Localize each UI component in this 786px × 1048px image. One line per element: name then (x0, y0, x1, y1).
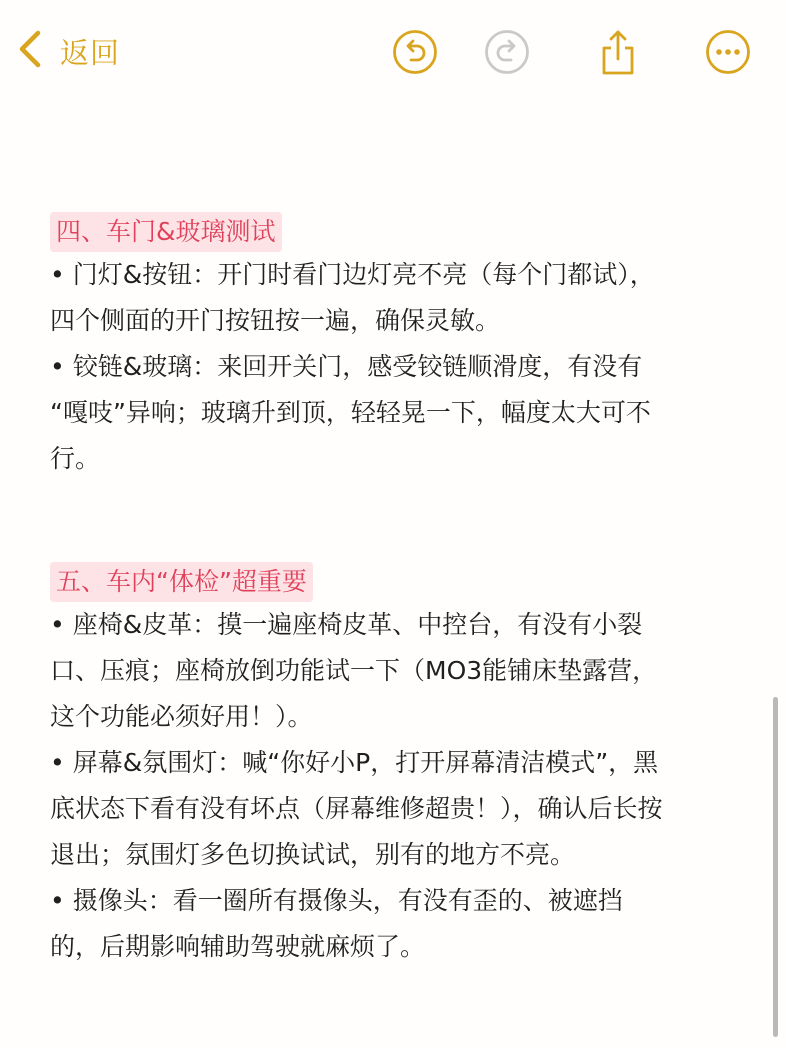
text-line: • 铰链&玻璃：来回开关门，感受铰链顺滑度，有没有 (50, 352, 643, 381)
text-line: • 屏幕&氛围灯：喊“你好小P，打开屏幕清洁模式”，黑 (50, 748, 659, 777)
text-line: 的，后期影响辅助驾驶就麻烦了。 (50, 932, 426, 961)
text-line: “嘎吱”异响；玻璃升到顶，轻轻晃一下，幅度太大可不 (50, 398, 651, 427)
text-line: 底状态下看有没有坏点（屏幕维修超贵！），确认后长按 (50, 794, 663, 823)
more-button[interactable] (704, 28, 752, 76)
back-label: 返回 (60, 35, 121, 70)
text-line: 行。 (50, 444, 101, 473)
text-line: 口、压痕；座椅放倒功能试一下（MO3能铺床垫露营， (50, 656, 658, 685)
note-body[interactable] (50, 212, 750, 970)
more-icon (704, 28, 752, 76)
section-interior-check (50, 562, 750, 970)
redo-icon (483, 28, 531, 76)
bullet-camera (50, 878, 750, 970)
undo-icon (391, 28, 439, 76)
redo-button[interactable] (483, 28, 531, 76)
vertical-scrollbar[interactable] (773, 697, 778, 1037)
share-button[interactable] (594, 28, 642, 76)
bullet-seat-leather (50, 602, 750, 740)
bullet-hinge-glass (50, 344, 750, 482)
bullet-screen-ambient-light (50, 740, 750, 878)
text-line: 四个侧面的开门按钮按一遍，确保灵敏。 (50, 306, 501, 335)
text-line: • 门灯&按钮：开门时看门边灯亮不亮（每个门都试）， (50, 260, 655, 289)
text-line: 这个功能必须好用！）。 (50, 702, 313, 731)
back-button[interactable] (16, 28, 120, 74)
text-line: • 座椅&皮革：摸一遍座椅皮革、中控台，有没有小裂 (50, 610, 643, 639)
undo-button[interactable] (391, 28, 439, 76)
navigation-bar (0, 0, 786, 104)
bullet-door-light-button (50, 252, 750, 344)
section-title: 五、车内“体检”超重要 (50, 562, 313, 602)
chevron-left-icon (16, 29, 44, 73)
text-line: • 摄像头：看一圈所有摄像头，有没有歪的、被遮挡 (50, 886, 623, 915)
section-title: 四、车门&玻璃测试 (50, 212, 282, 252)
section-door-glass (50, 212, 750, 482)
share-icon (594, 28, 642, 76)
text-line: 退出；氛围灯多色切换试试，别有的地方不亮。 (50, 840, 576, 869)
